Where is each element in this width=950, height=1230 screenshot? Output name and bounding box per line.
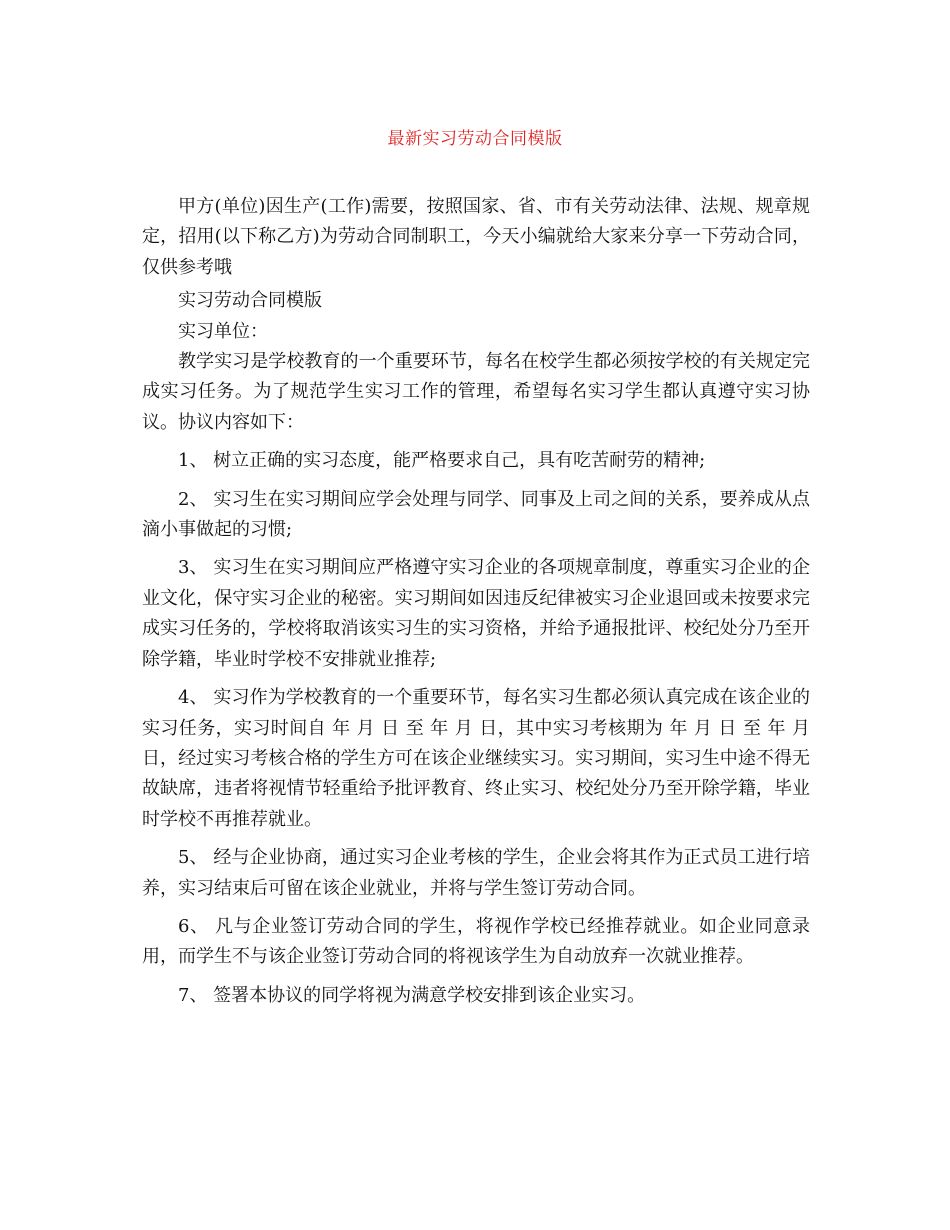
clause-4: 4、 实习作为学校教育的一个重要环节，每名实习生都必须认真完成在该企业的实习任务，实习时间自 年 月 日 至 年 月 日，其中实习考核期为 年 月 日 至 年 月 日，经过实习考核合格的学生方可在该企业继续实习。实习期间，实习生中途不得无故缺席，违者将视情节轻重给予批评教育、终止实习、校纪处分乃至开除学籍，毕业时学校不再推荐就业。: [142, 687, 810, 830]
document-title: 最新实习劳动合同模版: [387, 129, 563, 149]
clause-7: 7、 签署本协议的同学将视为满意学校安排到该企业实习。: [178, 984, 646, 1006]
clause-6: 6、 凡与企业签订劳动合同的学生，将视作学校已经推荐就业。如企业同意录用，而学生不与该企业签订劳动合同的将视该学生为自动放弃一次就业推荐。: [142, 915, 810, 968]
contract-heading: 实习劳动合同模版: [178, 290, 322, 312]
intro-paragraph: 甲方(单位)因生产(工作)需要，按照国家、省、市有关劳动法律、法规、规章规定，招用(以下称乙方)为劳动合同制职工，今天小编就给大家来分享一下劳动合同，仅供参考哦: [142, 196, 810, 278]
internship-unit-line: 实习单位：: [178, 320, 268, 342]
document-body: [142, 192, 810, 1011]
clause-1: 1、 树立正确的实习态度，能严格要求自己，具有吃苦耐劳的精神;: [178, 450, 706, 472]
clause-2: 2、 实习生在实习期间应学会处理与同学、同事及上司之间的关系，要养成从点滴小事做起的习惯;: [142, 488, 810, 541]
clause-5: 5、 经与企业协商，通过实习企业考核的学生，企业会将其作为正式员工进行培养，实习结束后可留在该企业就业，并将与学生签订劳动合同。: [142, 847, 810, 899]
clause-3: 3、 实习生在实习期间应严格遵守实习企业的各项规章制度，尊重实习企业的企业文化，保守实习企业的秘密。实习期间如因违反纪律被实习企业退回或未按要求完成实习任务的，学校将取消该实习生的实习资格，并给予通报批评、校纪处分乃至开除学籍，毕业时学校不安排就业推荐;: [142, 557, 810, 670]
preamble-paragraph: 教学实习是学校教育的一个重要环节，每名在校学生都必须按学校的有关规定完成实习任务。为了规范学生实习工作的管理，希望每名实习学生都认真遵守实习协议。协议内容如下：: [142, 351, 810, 433]
